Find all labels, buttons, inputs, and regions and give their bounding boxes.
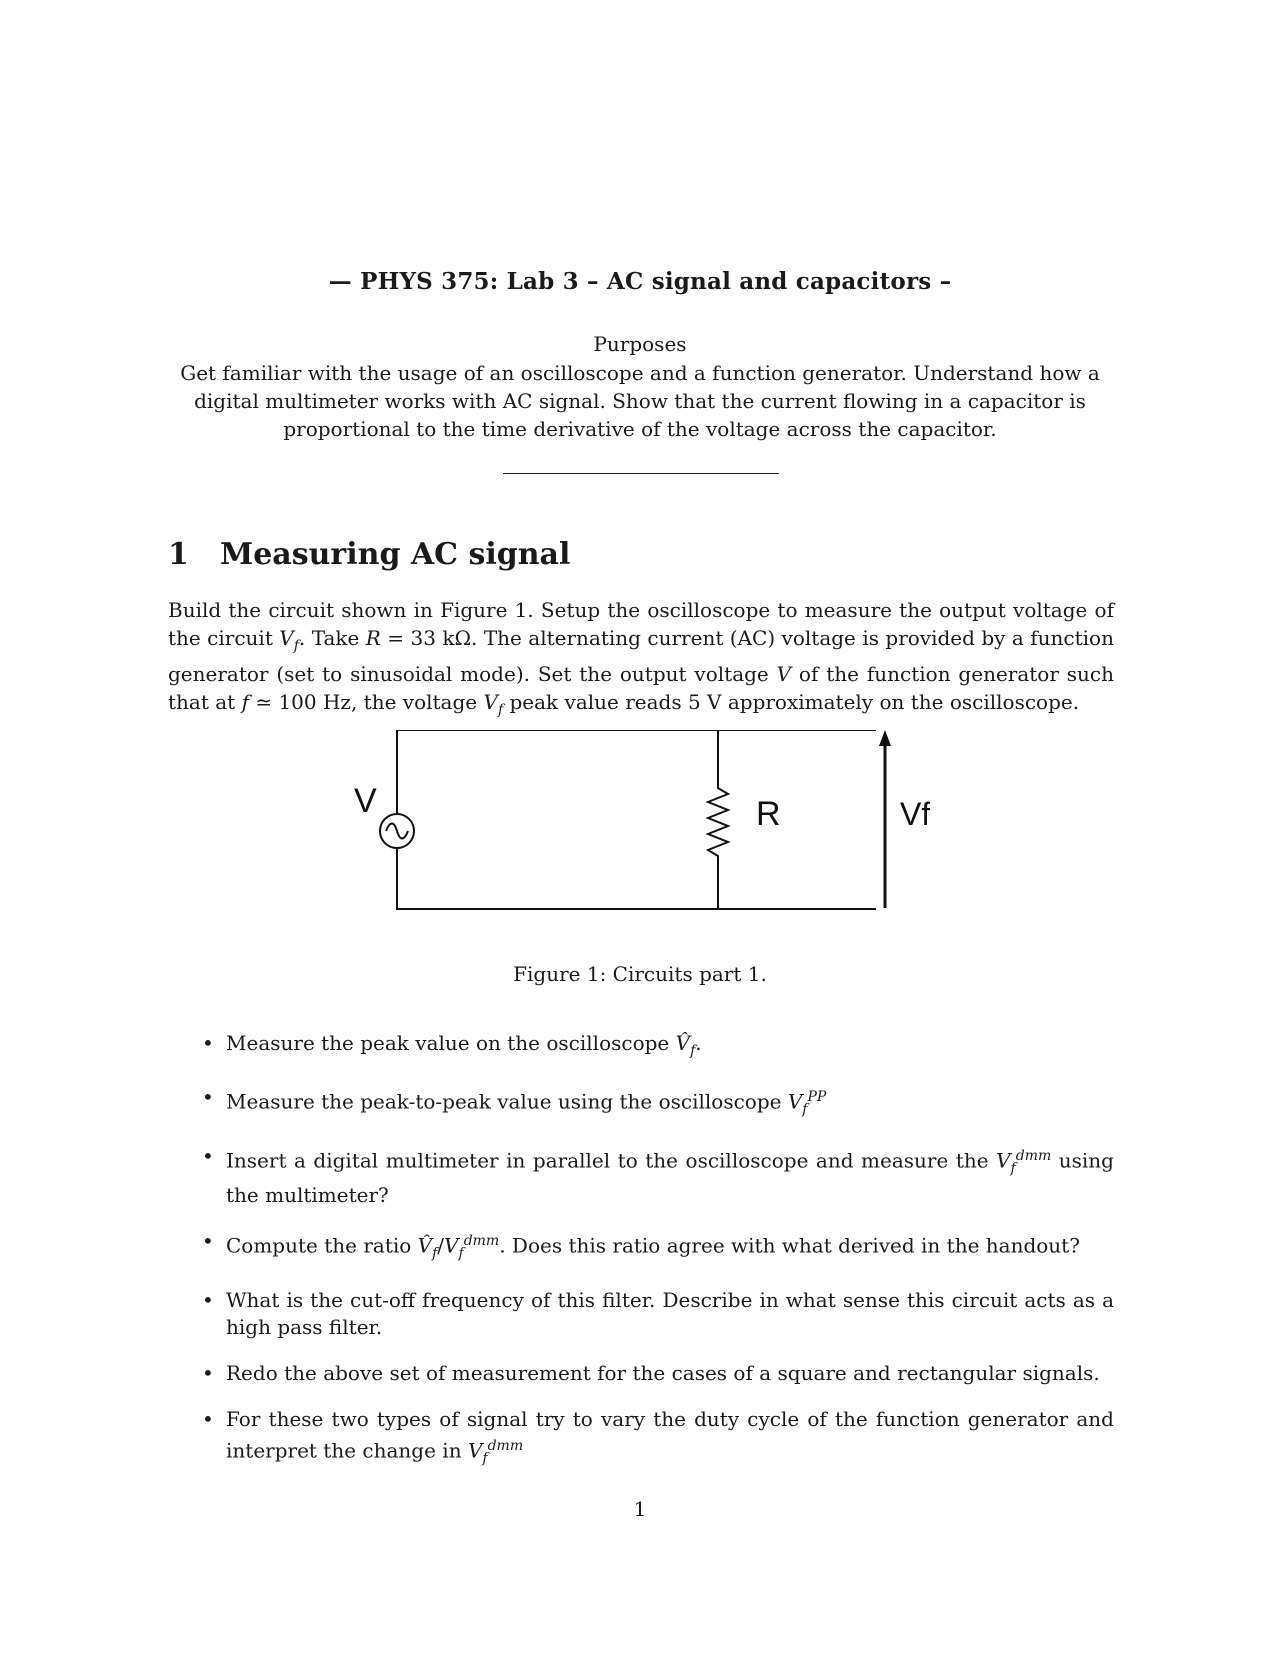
item-text: Insert a digital multimeter in parallel to the oscilloscope and measure the <box>226 1148 997 1173</box>
math-slash: / <box>437 1233 445 1258</box>
section-title: Measuring AC signal <box>220 537 571 572</box>
math-v: V̂ <box>417 1233 433 1258</box>
para-text: Build the circuit shown in Figure 1. Setup the oscilloscope to measure the output voltage of the circuit <box>168 598 1114 650</box>
section-paragraph <box>168 596 1114 724</box>
list-item <box>168 1287 1114 1341</box>
list-item <box>168 1406 1114 1473</box>
wire-top <box>397 730 876 814</box>
para-text: . Take <box>298 626 366 650</box>
math-v: V <box>996 1148 1011 1173</box>
list-item <box>168 1360 1114 1387</box>
label-v: V <box>354 782 377 820</box>
list-item <box>168 1228 1114 1268</box>
math-v: V <box>467 1438 483 1463</box>
section-number: 1 <box>168 537 189 572</box>
item-text: Measure the peak value on the oscilloscope <box>226 1031 676 1055</box>
para-text: ≃ 100 Hz, the voltage <box>248 690 484 714</box>
item-text: Redo the above set of measurement for the cases of a square and rectangular signals. <box>226 1360 1100 1385</box>
para-text: peak value reads 5 V approximately on the oscilloscope. <box>503 690 1080 714</box>
math-r: R <box>365 626 381 650</box>
item-text: Measure the peak-to-peak value using the oscilloscope <box>226 1089 788 1114</box>
measurement-list <box>168 1030 1114 1492</box>
math-sup: PP <box>807 1089 827 1105</box>
resistor-icon <box>708 730 728 909</box>
math-sub: f <box>432 1245 438 1262</box>
math-sub: f <box>1010 1160 1016 1177</box>
list-item <box>168 1030 1114 1065</box>
math-sub: f <box>690 1043 696 1059</box>
math-v: V <box>279 626 294 650</box>
math-f: f <box>241 690 249 714</box>
circuit-diagram <box>330 730 930 910</box>
label-vf: Vf <box>900 796 930 832</box>
wire-bottom <box>397 848 876 909</box>
para-text: = 33 kΩ. The alternating current (AC) voltage is provided by a function generator (set to sinusoidal mode). Set the output voltage <box>168 626 1114 686</box>
list-item <box>168 1143 1114 1210</box>
math-sub: f <box>458 1245 464 1262</box>
math-v: V <box>776 662 792 686</box>
math-sub: f <box>482 1450 488 1467</box>
math-v: V̂ <box>675 1031 691 1055</box>
item-text: Compute the ratio <box>226 1233 418 1258</box>
purposes-text: Get familiar with the usage of an oscilloscope and a function generator. Understand how a digital multimeter works with AC signal. Show that the current flowing in a capacitor is proportional to the time derivative of the voltage across the capacitor. <box>180 361 1100 441</box>
math-v: V <box>787 1089 803 1114</box>
math-sup: dmm <box>1015 1147 1052 1164</box>
math-v: V <box>483 690 498 714</box>
math-v: V <box>444 1233 459 1258</box>
item-text: What is the cut-off frequency of this filter. Describe in what sense this circuit acts as a high pass filter. <box>226 1287 1114 1339</box>
page-number: 1 <box>633 1497 647 1521</box>
item-text: For these two types of signal try to vary the duty cycle of the function generator and interpret the change in <box>226 1406 1114 1463</box>
label-r: R <box>756 795 781 833</box>
item-text: . <box>695 1031 702 1055</box>
item-text: using the multimeter? <box>226 1148 1114 1208</box>
purposes-heading: Purposes <box>593 332 687 356</box>
math-sub: f <box>293 638 299 654</box>
math-sub: f <box>802 1101 808 1118</box>
vf-arrow-head-icon <box>879 730 891 746</box>
item-text: . Does this ratio agree with what derived in the handout? <box>499 1233 1080 1258</box>
math-sup: dmm <box>487 1437 524 1454</box>
para-text: of the function generator such that at <box>168 662 1114 714</box>
list-item <box>168 1084 1114 1124</box>
math-sup: dmm <box>463 1233 500 1250</box>
section-heading <box>168 537 570 572</box>
math-sub: f <box>497 702 504 718</box>
page-title: — PHYS 375: Lab 3 – AC signal and capacitors – <box>328 268 952 295</box>
figure-caption: Figure 1: Circuits part 1. <box>513 962 767 986</box>
divider <box>503 473 779 474</box>
sine-wave-icon <box>386 824 408 839</box>
